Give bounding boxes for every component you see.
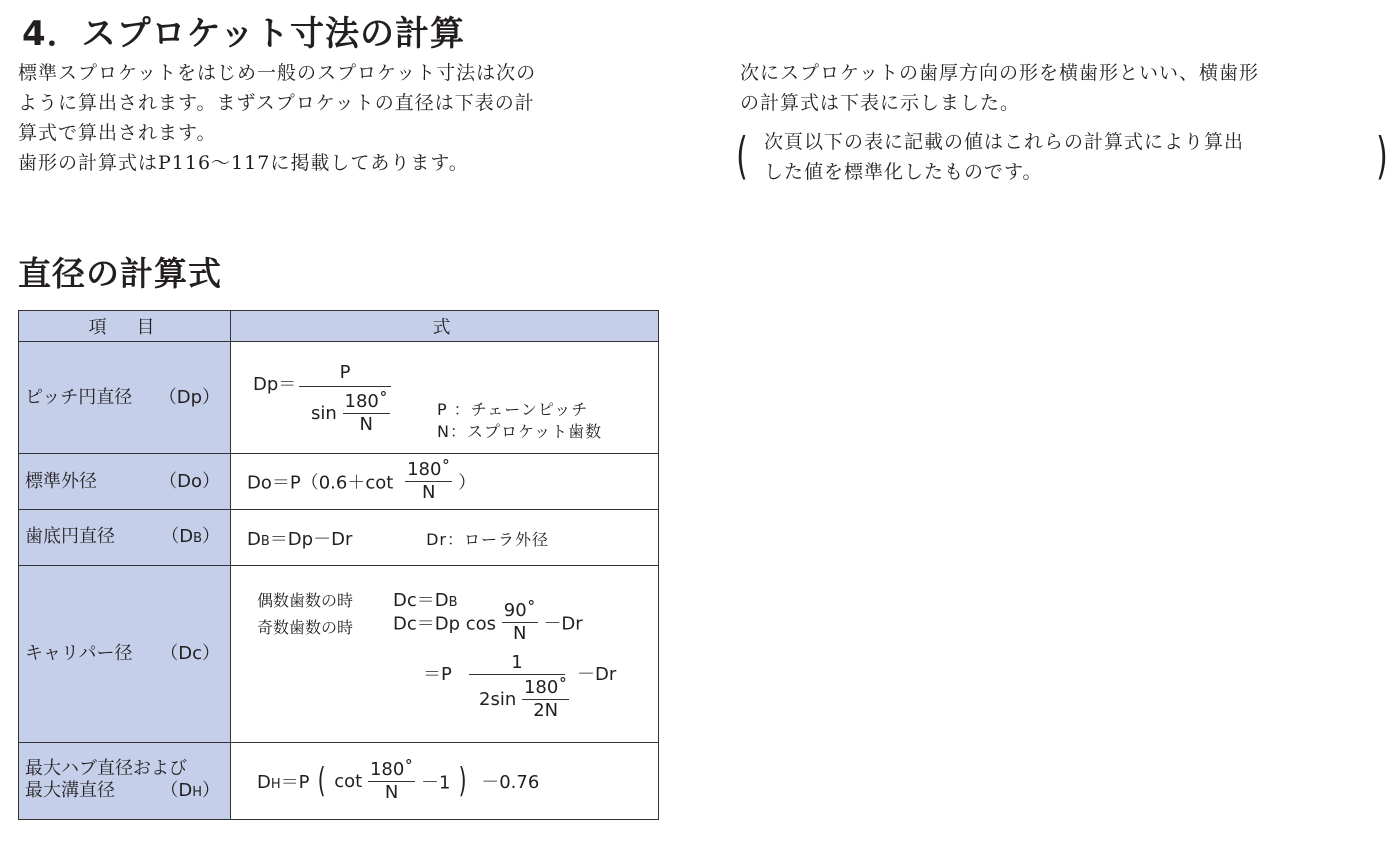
do-lhs: Do＝P（0.6＋cot (247, 472, 394, 494)
row-formula (231, 454, 659, 510)
row-symbol: （Do） (159, 470, 220, 492)
symbol-main: （D (161, 525, 194, 547)
db-f-sub: B (260, 533, 270, 549)
dc-eq: ＝P (423, 664, 452, 685)
dc-even-label: 偶数歯数の時 (257, 591, 354, 610)
row-formula (231, 566, 659, 743)
dc-angle2-fraction (522, 677, 569, 722)
dc-odd-tail: －Dr (543, 613, 583, 635)
dp-lhs: Dp＝ (253, 374, 297, 395)
row-symbol: （Dc） (160, 643, 220, 664)
table-row-do (19, 454, 659, 510)
row-label (19, 566, 231, 743)
row-label-text: 最大溝直径 (25, 780, 115, 801)
dh-angle: 180˚ (369, 758, 414, 780)
dh-cot: cot (334, 770, 363, 792)
note-text (764, 127, 1244, 187)
intro-left-line: 歯形の計算式はP116〜117に掲載してあります。 (18, 152, 469, 174)
table-row-dh (19, 743, 659, 820)
do-angle: 180˚ (407, 459, 451, 480)
dc-tail2: －Dr (577, 664, 617, 685)
do-angle-fraction (405, 459, 452, 504)
table-header-row (19, 311, 659, 342)
dh-tail: －0.76 (481, 772, 540, 793)
do-n: N (405, 481, 452, 504)
symbol-sub: H (192, 785, 202, 800)
dc-odd-formula: Dc＝Dp cos (393, 613, 497, 635)
table-row-dp (19, 342, 659, 454)
intro-left-line: 標準スプロケットをはじめ一般のスプロケット寸法は次の (18, 62, 537, 84)
dc-odd-n: N (502, 622, 538, 645)
dc-one: 1 (469, 652, 565, 675)
standardization-note (736, 127, 1389, 185)
row-label (19, 454, 231, 510)
dp-note: P ：チェーンピッチ (437, 400, 589, 419)
intro-right-line: 次にスプロケットの歯厚方向の形を横歯形といい、横歯形 (740, 62, 1260, 84)
dh-f-sub: H (270, 777, 281, 792)
row-formula (231, 342, 659, 454)
dc-odd-angle: 90˚ (503, 600, 536, 621)
dc-angle2: 180˚ (523, 677, 568, 698)
header-formula: 式 (231, 311, 659, 342)
dh-f-main: D (257, 772, 271, 793)
dh-minus1: －1 (421, 772, 451, 793)
dc-big-fraction (469, 652, 569, 722)
symbol-sub: B (193, 530, 202, 546)
page-title: 4．スプロケット寸法の計算 (22, 14, 465, 54)
dh-open-paren: ( (317, 761, 326, 801)
intro-left-line: 算式で算出されます。 (18, 122, 217, 144)
row-symbol (160, 780, 220, 804)
dh-formula (257, 772, 310, 793)
dp-sin: sin (311, 403, 337, 424)
dc-odd-fraction (502, 600, 538, 645)
db-f-rest: ＝Dp－Dr (269, 528, 353, 550)
do-close: ） (458, 472, 477, 494)
table-row-db (19, 510, 659, 566)
dc-even-main: Dc＝D (393, 590, 449, 611)
row-label-text: ピッチ円直径 (25, 386, 133, 408)
dp-note: N：スプロケット歯数 (437, 422, 603, 441)
row-label-text: キャリパー径 (25, 643, 133, 664)
row-symbol (161, 526, 220, 550)
dp-angle-fraction (343, 391, 390, 436)
row-label-text: 歯底円直径 (25, 525, 115, 547)
row-label (19, 342, 231, 454)
dh-f-eq: ＝P (280, 772, 310, 793)
note-close-paren: ) (1376, 127, 1389, 185)
section-title: 直径の計算式 (18, 254, 222, 293)
row-label-text: 標準外径 (25, 470, 97, 492)
intro-right (740, 58, 1380, 118)
dc-odd-label: 奇数歯数の時 (257, 618, 354, 637)
dp-numerator: P (299, 360, 391, 387)
dh-n: N (368, 781, 415, 804)
symbol-main: （D (160, 780, 193, 801)
intro-right-line: の計算式は下表に示しました。 (740, 92, 1021, 114)
diameter-formula-table (18, 310, 659, 820)
row-label-text: 最大ハブ直径および (25, 758, 187, 779)
header-item: 項 目 (19, 311, 231, 342)
dp-fraction (299, 360, 391, 436)
dc-odd-formula-wrap (393, 600, 583, 645)
table-row-dc (19, 566, 659, 743)
dc-two-n: 2N (522, 699, 569, 722)
db-note: Dr：ローラ外径 (426, 529, 549, 549)
dp-notes (437, 399, 602, 443)
row-symbol: （Dp） (158, 386, 220, 408)
dc-even-sub: B (448, 595, 458, 610)
row-label (19, 743, 231, 820)
symbol-end: ） (202, 780, 220, 801)
row-formula (231, 510, 659, 566)
intro-left-line: ように算出されます。まずスプロケットの直径は下表の計 (18, 92, 535, 114)
note-line: 次頁以下の表に記載の値はこれらの計算式により算出 (764, 131, 1245, 153)
row-label (19, 510, 231, 566)
note-open-paren: ( (736, 127, 749, 185)
dh-fraction (368, 759, 415, 804)
note-line: した値を標準化したものです。 (764, 161, 1043, 183)
dh-close-paren: ) (458, 761, 467, 801)
db-f-main: D (247, 528, 261, 550)
dp-n: N (343, 413, 390, 436)
row-formula (231, 743, 659, 820)
symbol-end: ） (202, 525, 220, 547)
dp-angle: 180˚ (344, 391, 388, 412)
intro-left (18, 58, 668, 178)
dc-two-sin: 2sin (479, 689, 517, 710)
db-formula (247, 529, 352, 550)
